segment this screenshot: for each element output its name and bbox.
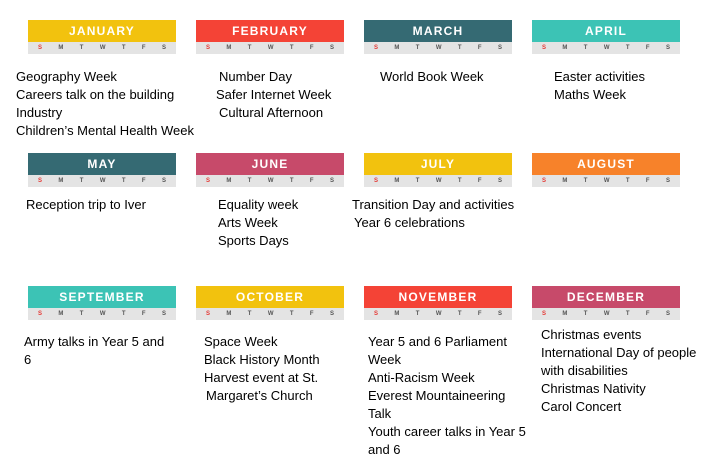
event-item: Christmas Nativity [541, 381, 646, 396]
weekday-label: M [58, 178, 64, 184]
weekday-label: T [247, 45, 252, 51]
weekday-label: T [625, 311, 630, 317]
event-item: Everest Mountaineering [368, 388, 506, 403]
weekday-label: S [329, 311, 334, 317]
weekday-label: F [477, 45, 482, 51]
weekday-label: S [161, 311, 166, 317]
weekday-label: T [121, 311, 126, 317]
weekday-label: F [477, 178, 482, 184]
event-item: Arts Week [218, 215, 278, 230]
weekday-label: S [542, 311, 547, 317]
event-item: and 6 [368, 442, 401, 457]
events-may [26, 196, 146, 214]
month-header-september: SEPTEMBER [28, 286, 176, 308]
weekday-label: F [309, 178, 314, 184]
month-header-january: JANUARY [28, 20, 176, 42]
weekday-label: T [625, 45, 630, 51]
weekday-label: S [161, 45, 166, 51]
month-header-february: FEBRUARY [196, 20, 344, 42]
events-june [218, 196, 298, 250]
month-march [364, 20, 512, 54]
weekday-label: M [226, 311, 232, 317]
weekday-label: S [329, 178, 334, 184]
weekday-label: T [289, 45, 294, 51]
month-december [532, 286, 680, 320]
weekday-label: M [394, 45, 400, 51]
weekday-label: S [374, 45, 379, 51]
weekday-label: F [645, 178, 650, 184]
weekday-label: W [435, 311, 442, 317]
weekday-strip [28, 308, 176, 320]
event-item: Careers talk on the building [16, 87, 175, 102]
weekday-strip [196, 308, 344, 320]
weekday-label: S [374, 311, 379, 317]
event-item: Easter activities [554, 69, 646, 84]
month-header-may: MAY [28, 153, 176, 175]
weekday-label: F [645, 311, 650, 317]
weekday-label: S [497, 45, 502, 51]
month-june [196, 153, 344, 187]
month-header-april: APRIL [532, 20, 680, 42]
event-item: Reception trip to Iver [26, 197, 146, 212]
weekday-label: M [58, 45, 64, 51]
event-item: Number Day [219, 69, 292, 84]
weekday-label: S [329, 45, 334, 51]
event-item: Talk [368, 406, 392, 421]
weekday-label: T [121, 45, 126, 51]
weekday-label: M [58, 311, 64, 317]
month-february [196, 20, 344, 54]
weekday-label: W [267, 45, 274, 51]
month-header-august: AUGUST [532, 153, 680, 175]
weekday-label: F [309, 45, 314, 51]
weekday-label: W [435, 178, 442, 184]
weekday-label: T [247, 311, 252, 317]
weekday-label: W [603, 45, 610, 51]
weekday-label: F [141, 45, 146, 51]
event-item: Christmas events [541, 327, 642, 342]
weekday-label: W [99, 45, 106, 51]
event-item: Geography Week [16, 69, 117, 84]
event-item: Margaret’s Church [206, 388, 313, 403]
weekday-label: T [625, 178, 630, 184]
weekday-label: M [226, 45, 232, 51]
event-item: Maths Week [554, 87, 627, 102]
weekday-label: S [374, 178, 379, 184]
weekday-label: W [267, 311, 274, 317]
weekday-label: F [645, 45, 650, 51]
weekday-label: M [562, 178, 568, 184]
event-item: Industry [16, 105, 63, 120]
month-header-november: NOVEMBER [364, 286, 512, 308]
weekday-label: T [79, 311, 84, 317]
weekday-label: T [289, 178, 294, 184]
month-august [532, 153, 680, 187]
event-item: Black History Month [204, 352, 320, 367]
events-september [24, 333, 164, 369]
weekday-label: T [583, 45, 588, 51]
event-item: Safer Internet Week [216, 87, 332, 102]
weekday-label: M [562, 311, 568, 317]
month-october [196, 286, 344, 320]
weekday-label: S [542, 178, 547, 184]
event-item: Year 6 celebrations [354, 215, 465, 230]
weekday-label: S [665, 45, 670, 51]
events-february [216, 68, 332, 122]
event-item: Harvest event at St. [204, 370, 319, 385]
month-header-december: DECEMBER [532, 286, 680, 308]
weekday-label: T [415, 311, 420, 317]
event-item: Space Week [204, 334, 278, 349]
events-october [204, 333, 320, 405]
weekday-label: F [477, 311, 482, 317]
events-july [352, 196, 514, 232]
weekday-label: S [665, 178, 670, 184]
weekday-label: S [206, 178, 211, 184]
weekday-label: T [247, 178, 252, 184]
weekday-strip [364, 42, 512, 54]
weekday-label: T [79, 45, 84, 51]
weekday-label: S [497, 178, 502, 184]
event-item: Army talks in Year 5 and [24, 334, 165, 349]
weekday-label: T [583, 178, 588, 184]
event-item: Cultural Afternoon [219, 105, 324, 120]
weekday-label: W [267, 178, 274, 184]
weekday-label: S [206, 45, 211, 51]
event-item: Sports Days [218, 233, 289, 248]
weekday-label: S [38, 178, 43, 184]
events-november [368, 333, 526, 459]
weekday-label: S [206, 311, 211, 317]
month-header-june: JUNE [196, 153, 344, 175]
weekday-strip [532, 175, 680, 187]
weekday-label: T [121, 178, 126, 184]
weekday-strip [364, 308, 512, 320]
events-january [16, 68, 194, 140]
weekday-label: T [415, 178, 420, 184]
event-item: Carol Concert [541, 399, 622, 414]
month-november [364, 286, 512, 320]
weekday-label: W [603, 178, 610, 184]
weekday-strip [196, 42, 344, 54]
weekday-strip [28, 42, 176, 54]
weekday-label: W [603, 311, 610, 317]
weekday-label: T [457, 45, 462, 51]
event-item: International Day of people [541, 345, 697, 360]
weekday-strip [28, 175, 176, 187]
weekday-label: S [542, 45, 547, 51]
event-item: 6 [24, 352, 32, 367]
month-january [28, 20, 176, 54]
event-item: Equality week [218, 197, 299, 212]
event-item: Youth career talks in Year 5 [368, 424, 526, 439]
events-march [380, 68, 484, 86]
event-item: Transition Day and activities [352, 197, 515, 212]
weekday-label: F [141, 311, 146, 317]
weekday-label: M [226, 178, 232, 184]
weekday-label: W [99, 311, 106, 317]
month-header-october: OCTOBER [196, 286, 344, 308]
weekday-label: F [309, 311, 314, 317]
weekday-strip [532, 308, 680, 320]
weekday-label: T [583, 311, 588, 317]
weekday-label: T [79, 178, 84, 184]
event-item: Anti-Racism Week [368, 370, 475, 385]
weekday-label: S [38, 45, 43, 51]
month-may [28, 153, 176, 187]
weekday-label: M [394, 311, 400, 317]
month-september [28, 286, 176, 320]
weekday-label: T [457, 311, 462, 317]
weekday-label: M [394, 178, 400, 184]
events-april [554, 68, 645, 104]
weekday-label: W [435, 45, 442, 51]
event-item: Week [368, 352, 401, 367]
month-july [364, 153, 512, 187]
event-item: Year 5 and 6 Parliament [368, 334, 508, 349]
event-item: Children’s Mental Health Week [16, 123, 194, 138]
weekday-label: M [562, 45, 568, 51]
weekday-strip [364, 175, 512, 187]
weekday-strip [196, 175, 344, 187]
weekday-label: S [161, 178, 166, 184]
weekday-label: T [457, 178, 462, 184]
weekday-label: W [99, 178, 106, 184]
month-header-march: MARCH [364, 20, 512, 42]
month-header-july: JULY [364, 153, 512, 175]
weekday-label: T [289, 311, 294, 317]
weekday-label: F [141, 178, 146, 184]
event-item: with disabilities [541, 363, 628, 378]
weekday-label: T [415, 45, 420, 51]
events-december [541, 326, 696, 416]
event-item: World Book Week [380, 69, 484, 84]
weekday-label: S [497, 311, 502, 317]
weekday-label: S [665, 311, 670, 317]
month-april [532, 20, 680, 54]
weekday-label: S [38, 311, 43, 317]
weekday-strip [532, 42, 680, 54]
